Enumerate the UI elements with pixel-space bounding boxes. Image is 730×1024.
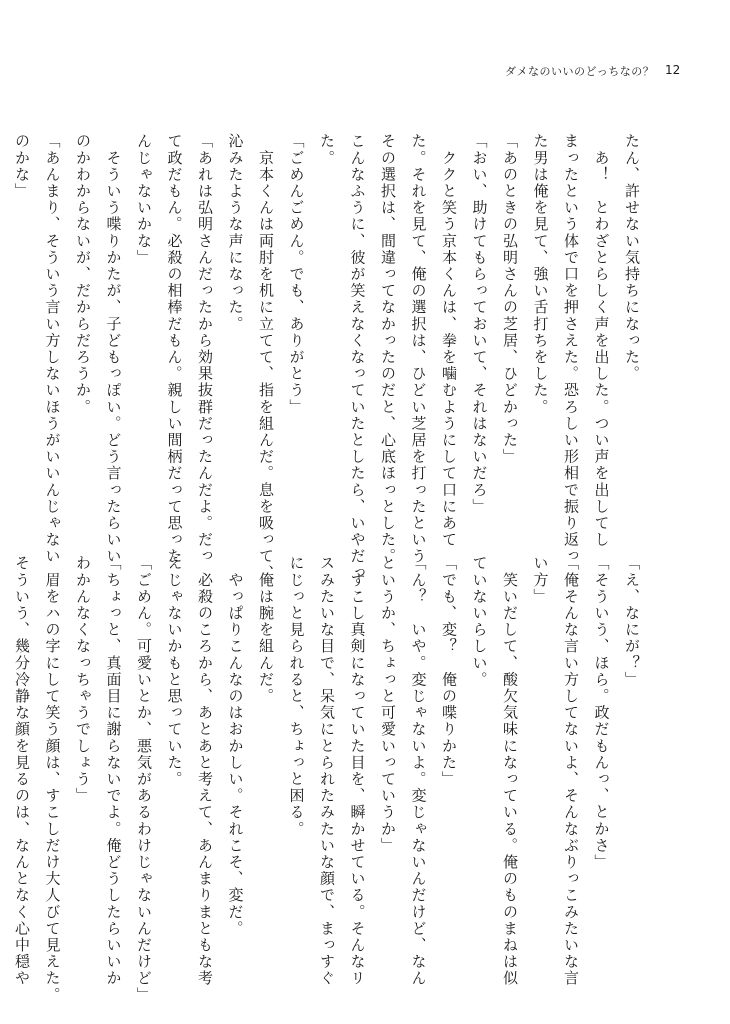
text-line: た男は俺を見て、強い舌打ちをした。 [531,133,550,416]
text-line: い方」 [531,555,550,605]
text-line: 「でも、変？ 俺の喋りかた」 [440,555,458,788]
text-line: 「ごめんごめん。でも、ありがとう」 [287,133,306,416]
running-header: ダメなのいいのどっちなの？ [505,65,655,78]
page-number: 12 [665,63,681,77]
text-line: すこし真剣になっていた目を、瞬かせている。そんなリ [348,555,367,987]
text-line: 俺は腕を組んだ。 [257,555,275,705]
text-line: こんなふうに、彼が笑えなくなっていたとしたら、いやだっ [348,133,367,582]
text-line: 沁みたような声になった。 [226,133,245,333]
text-line: た。 [318,133,336,167]
text-line: 「え、なにが？」 [623,555,641,688]
text-line: のかわからないが、だからだろうか。 [74,133,92,416]
text-line: そういう、幾分冷静な顔を見るのは、なんとなく心中穏や [13,555,31,987]
text-line: というか、ちょっと可愛いっていうか」 [379,555,397,854]
text-line: まったという体で口を押さえた。恐ろしい形相で振り返っ [562,133,580,565]
text-line: その選択は、間違ってなかったのだと、心底ほっとした。 [379,133,397,565]
text-line: 必殺のころから、あとあと考えて、あんまりまともな考 [196,555,214,987]
text-block-bottom [7,555,648,1004]
text-line: 「ちょっと、真面目に謝らないでよ。俺どうしたらいいか [104,555,123,987]
text-line: そういう喋りかたが、子どもっぽい。どう言ったらいい [104,133,123,565]
text-block-top [7,133,648,582]
text-line: ククと笑う京本くんは、拳を噛むようにして口にあて [440,133,458,548]
text-line: んじゃないかな」 [135,133,153,266]
text-line: 「あのときの弘明さんの芝居、ひどかった」 [501,133,519,465]
text-line: ていないらしい。 [470,555,489,688]
text-line: 笑いだして、酸欠気味になっている。俺のものまねは似 [501,555,519,987]
text-line: えじゃないかもと思っていた。 [165,555,184,788]
text-line: 京本くんは両肘を机に立てて、指を組んだ。息を吸って、 [257,133,275,582]
text-line: たん、許せない気持ちになった。 [623,133,641,382]
text-line: 眉をハの字にして笑う顔は、すこしだけ大人びて見えた。 [43,555,62,1004]
text-line: 「俺そんな言い方してないよ、そんなぶりっこみたいな言 [562,555,580,987]
text-line: にじっと見られると、ちょっと困る。 [287,555,306,838]
text-line: 「そういう、ほら。政だもんっ、とかさ」 [592,555,611,871]
text-line: わかんなくなっちゃうでしょう」 [74,555,92,804]
text-line: のかな」 [13,133,31,200]
text-line: 「ごめん。可愛いとか、悪気があるわけじゃないんだけど」 [135,555,153,1004]
text-line: 「あれは弘明さんだったから効果抜群だったんだよ。だっ [196,133,214,565]
text-line: やっぱりこんなのはおかしい。それこそ、変だ。 [226,555,245,937]
text-line: 「おい、助けてもらっておいて、それはないだろ」 [470,133,489,515]
text-line: あ！ とわざとらしく声を出した。つい声を出してし [592,133,611,548]
text-line: スみたいな目で、呆気にとられたみたいな顔で、まっすぐ [318,555,336,987]
text-line: 「ん？ いや。変じゃないよ。変じゃないんだけど、なん [409,555,428,987]
text-line: 「あんまり、そういう言い方しないほうがいいんじゃない [43,133,62,565]
text-line: た。それを見て、俺の選択は、ひどい芝居を打ったという [409,133,428,565]
text-line: て政だもん。必殺の相棒だもん。親しい間柄だって思った [165,133,184,565]
